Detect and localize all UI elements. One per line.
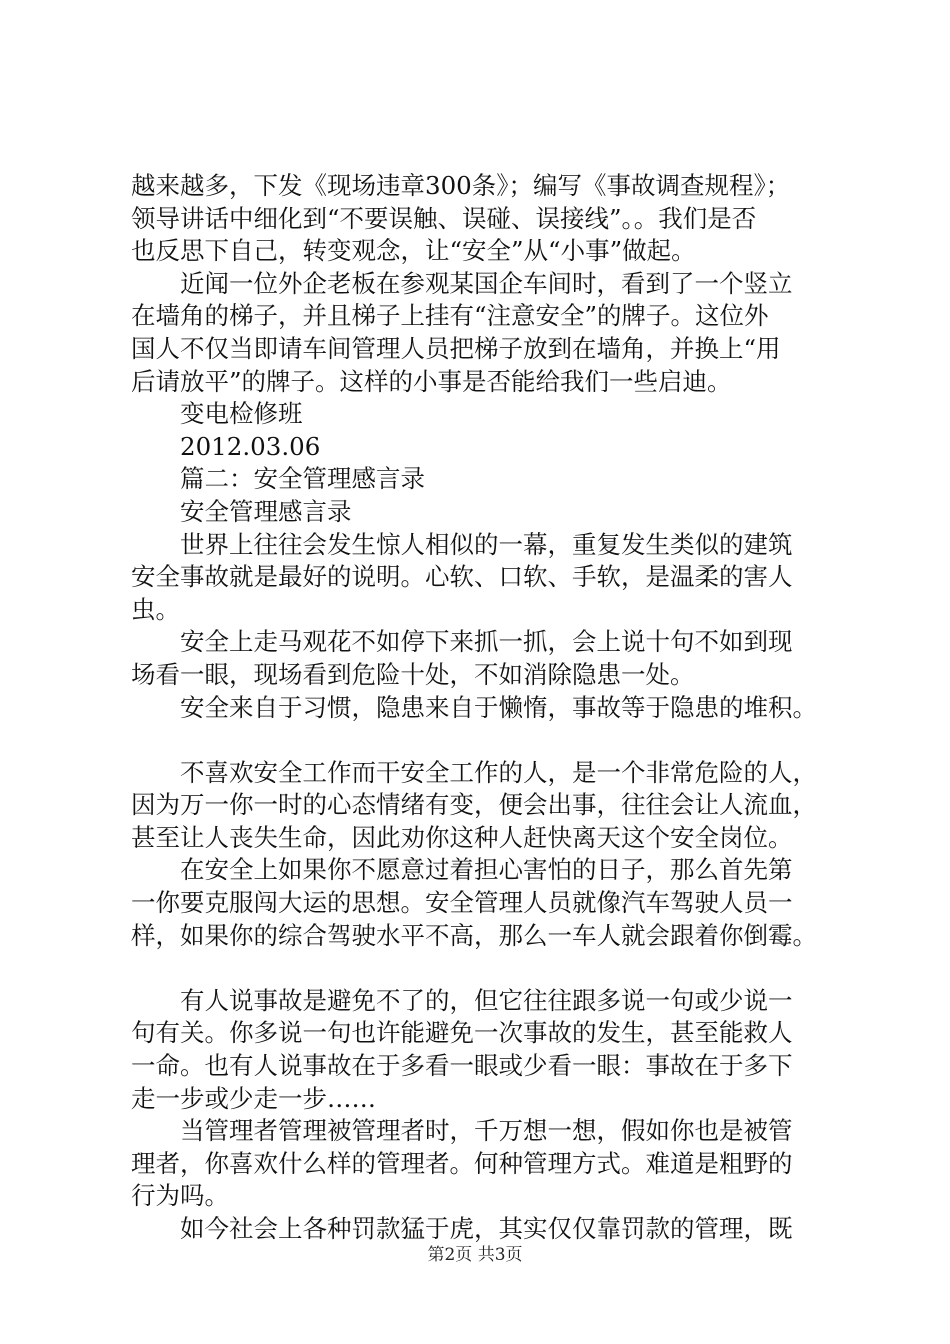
paragraph-gap [131,952,851,985]
text-line: 后请放平”的牌子。这样的小事是否能给我们一些启迪。 [131,366,732,396]
signature-date: 2012.03.06 [180,431,321,461]
text-line: 行为吗。 [131,1181,229,1211]
paragraph-start: 有人说事故是避免不了的，但它往往跟多说一句或少说一 [180,985,793,1015]
text-line: 样，如果你的综合驾驶水平不高，那么一车人就会跟着你倒霉。 [131,920,817,950]
paragraph-start: 不喜欢安全工作而干安全工作的人，是一个非常危险的人， [180,757,817,787]
paragraph-gap [131,724,851,757]
text-line: 领导讲话中细化到“不要误触、误碰、误接线”。。我们是否 [131,203,757,233]
text-line: 一命。也有人说事故在于多看一眼或少看一眼：事故在于多下 [131,1051,793,1081]
text-line: 句有关。你多说一句也许能避免一次事故的发生，甚至能救人 [131,1018,793,1048]
paragraph-start: 近闻一位外企老板在参观某国企车间时，看到了一个竖立 [180,268,793,298]
text-line: 一你要克服闯大运的思想。安全管理人员就像汽车驾驶人员一 [131,888,793,918]
text-line: 虫。 [131,594,180,624]
document-body [131,170,851,1246]
paragraph-start: 在安全上如果你不愿意过着担心害怕的日子，那么首先第 [180,855,793,885]
text-line: 因为万一你一时的心态情绪有变，便会出事，往往会让人流血， [131,790,817,820]
text-line: 走一步或少走一步…… [131,1083,376,1113]
section-heading: 篇二：安全管理感言录 [180,464,425,494]
text-line: 在墙角的梯子，并且梯子上挂有“注意安全”的牌子。这位外 [131,301,769,331]
text-line: 国人不仅当即请车间管理人员把梯子放到在墙角，并换上“用 [131,333,781,363]
paragraph-start: 安全上走马观花不如停下来抓一抓，会上说十句不如到现 [180,627,793,657]
paragraph-start: 世界上往往会发生惊人相似的一幕，重复发生类似的建筑 [180,529,793,559]
page-footer: 第2页 共3页 [427,1245,523,1265]
paragraph-start: 当管理者管理被管理者时，千万想一想，假如你也是被管 [180,1116,793,1146]
text-line: 理者，你喜欢什么样的管理者。何种管理方式。难道是粗野的 [131,1148,793,1178]
text-line: 场看一眼，现场看到危险十处，不如消除隐患一处。 [131,659,695,689]
text-line: 安全事故就是最好的说明。心软、口软、手软，是温柔的害人 [131,562,793,592]
paragraph-start: 如今社会上各种罚款猛于虎，其实仅仅靠罚款的管理，既 [180,1214,793,1243]
section-title: 安全管理感言录 [180,496,352,526]
text-line: 甚至让人丧失生命，因此劝你这种人赶快离天这个安全岗位。 [131,822,793,852]
paragraph-start: 安全来自于习惯，隐患来自于懒惰，事故等于隐患的堆积。 [180,692,817,722]
signature-department: 变电检修班 [180,399,303,429]
text-line: 也反思下自己，转变观念，让“安全”从“小事”做起。 [131,236,696,266]
text-line: 越来越多，下发《现场违章300条》；编写《事故调查规程》； [131,171,791,200]
